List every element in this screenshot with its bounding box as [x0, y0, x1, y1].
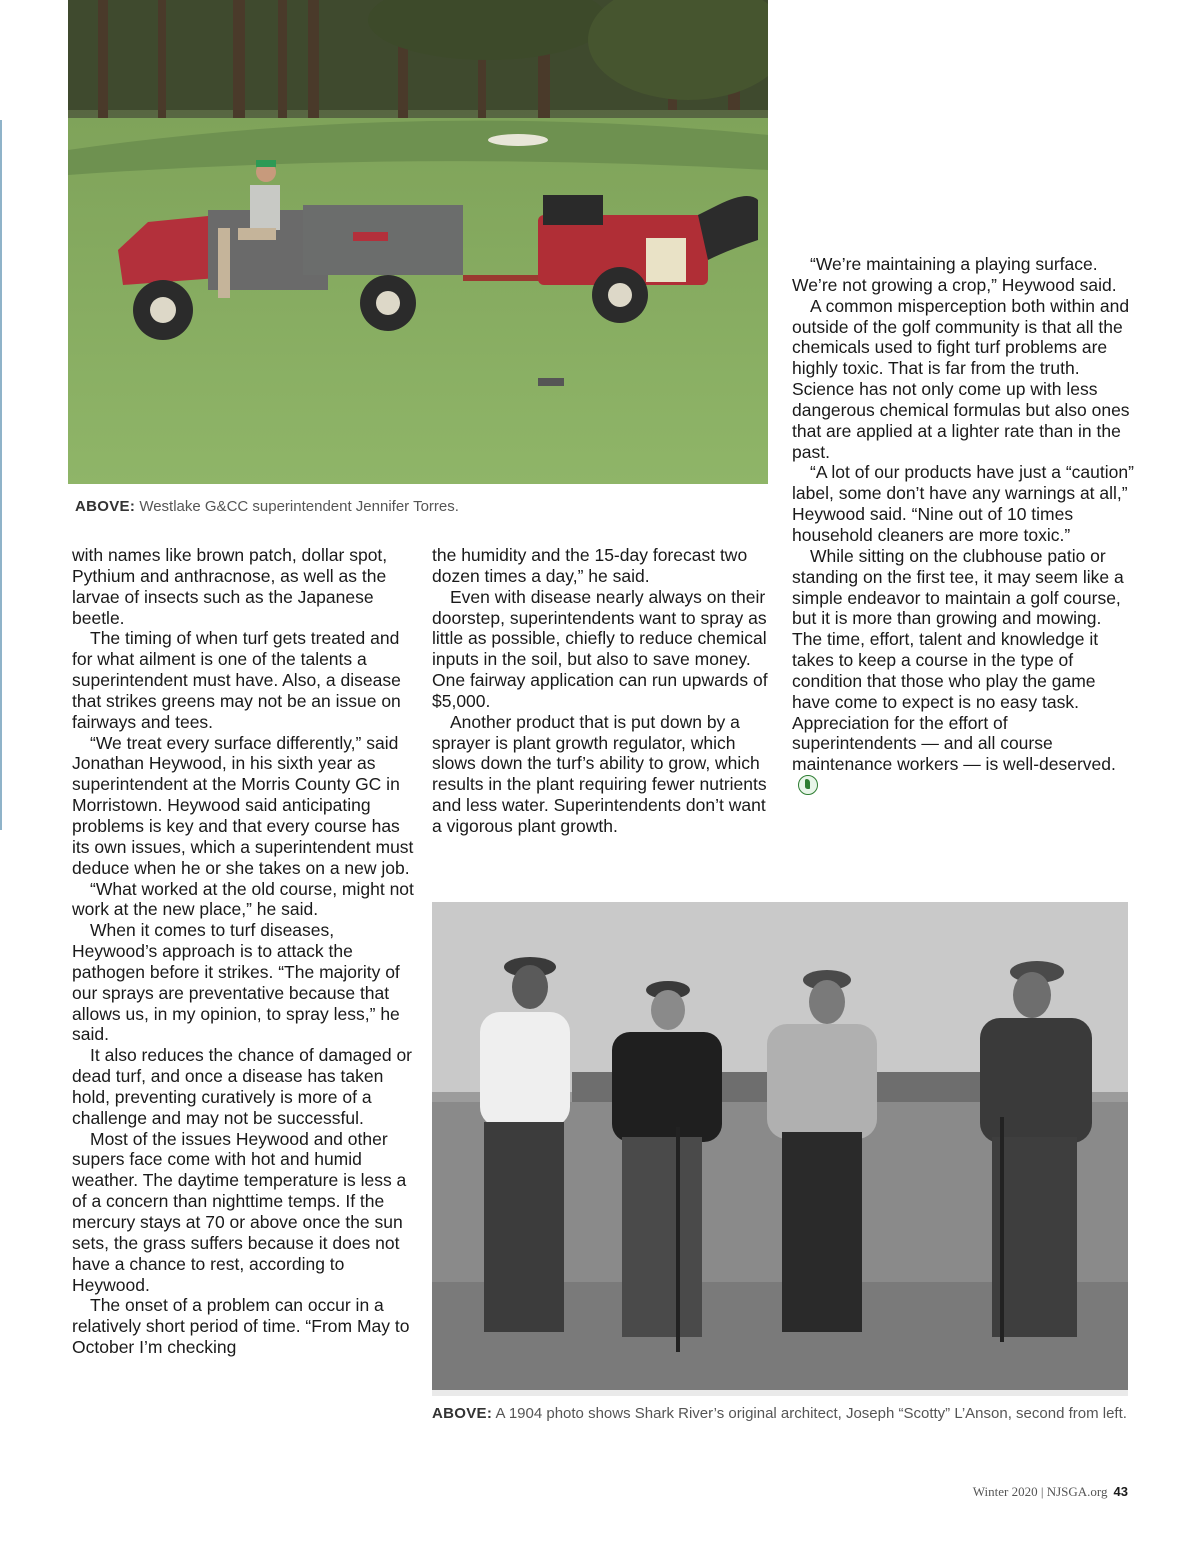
page-folio [973, 1484, 1128, 1500]
paragraph-text: While sitting on the clubhouse patio or standing on the first tee, it may seem like a simple endeavor to maintain a golf course, but it is more than growing and mowing. The time, effort, talent and knowledge it takes to keep a course in the type of condition that those who play the game have come to expect is no easy task. Appreciation for the effort of superintendents — and all course maintenance workers — is well-deserved. [792, 545, 1124, 775]
article-column-1 [72, 545, 414, 1358]
caption-bottom [432, 1403, 1128, 1424]
paragraph: the humidity and the 15-day forecast two dozen times a day,” he said. [432, 545, 748, 586]
caption-lead: ABOVE: [432, 1405, 493, 1422]
paragraph: Even with disease nearly always on their doorstep, superintendents want to spray as little as possible, chiefly to reduce chemical inputs in the soil, but also to save money. One fairway application can run upwards of $5,000. [432, 586, 768, 711]
paragraph: “We’re maintaining a playing surface. We’re not growing a crop,” Heywood said. [792, 254, 1117, 295]
folio-text: Winter 2020 | NJSGA.org [972, 1484, 1108, 1499]
paragraph: “A lot of our products have just a “caution” label, some don’t have any warnings at all,” Heywood said. “Nine out of 10 times household cleaners are more toxic.” [792, 462, 1134, 545]
paragraph: Another product that is put down by a sprayer is plant growth regulator, which slows down the turf’s ability to grow, which results in the plant requiring fewer nutrients and less water. Superintendents don’t want a vigorous plant growth. [432, 711, 767, 836]
paragraph: “We treat every surface differently,” said Jonathan Heywood, in his sixth year as superintendent at the Morris County GC in Morristown. Heywood said anticipating problems is key and that every course has its own issues, which a superintendent must deduce when he or she takes on a new job. [72, 732, 414, 878]
paragraph: A common misperception both within and outside of the golf community is that all the chemicals used to fight turf problems are highly toxic. That is far from the truth. Science has not only come up with less dangerous chemical formulas but also ones that are applied at a lighter rate than in the past. [792, 295, 1130, 462]
caption-lead: ABOVE: [75, 498, 136, 515]
caption-top [75, 496, 765, 517]
paragraph: “What worked at the old course, might not work at the new place,” he said. [72, 878, 414, 920]
photo-superintendent-vehicle [68, 0, 768, 484]
nj-state-icon [798, 775, 818, 795]
paragraph-final [792, 546, 1134, 797]
paragraph: When it comes to turf diseases, Heywood’s approach is to attack the pathogen before it strikes. “The majority of our sprays are preventative because that allows us, in my opinion, to spray less,” he said. [72, 920, 400, 1045]
page-number: 43 [1113, 1484, 1128, 1499]
caption-text: Westlake G&CC superintendent Jennifer Torres. [139, 498, 459, 515]
paragraph: The onset of a problem can occur in a relatively short period of time. “From May to October I’m checking [72, 1295, 410, 1358]
paragraph: It also reduces the chance of damaged or dead turf, and once a disease has taken hold, preventing curatively is more of a challenge and may not be successful. [72, 1045, 413, 1128]
article-column-3 [792, 254, 1134, 797]
page-edge-mark [0, 120, 2, 830]
paragraph: The timing of when turf gets treated and for what ailment is one of the talents a superintendent must have. Also, a disease that strikes greens may not be an issue on fairways and tees. [72, 628, 401, 732]
article-column-2 [432, 545, 772, 837]
caption-text: A 1904 photo shows Shark River’s original architect, Joseph “Scotty” L’Anson, second from left. [495, 1405, 1127, 1422]
photo-1904-golfers [432, 902, 1128, 1396]
paragraph: Most of the issues Heywood and other supers face come with hot and humid weather. The daytime temperature is less a of a concern than nighttime temps. If the mercury stays at 70 or above once the sun sets, the grass suffers because it does not have a chance to rest, according to Heywood. [72, 1128, 407, 1295]
paragraph: with names like brown patch, dollar spot, Pythium and anthracnose, as well as the larvae of insects such as the Japanese beetle. [72, 545, 388, 628]
